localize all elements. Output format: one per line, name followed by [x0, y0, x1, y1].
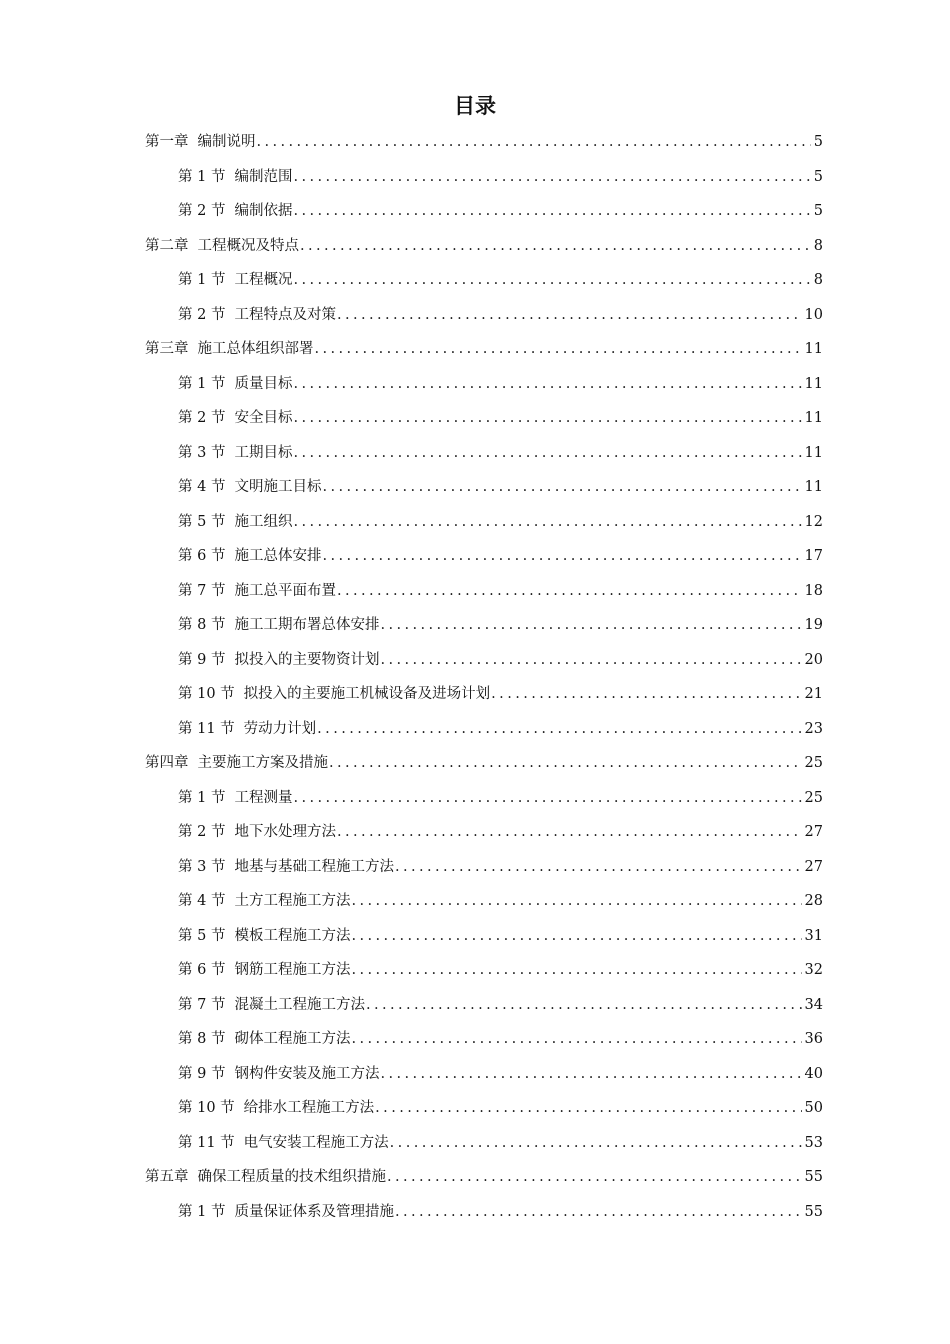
toc-dot-leader	[395, 850, 802, 885]
toc-section-entry[interactable]	[145, 608, 823, 643]
toc-dot-leader	[395, 1195, 802, 1230]
toc-entry-number: 第 6 节	[178, 962, 226, 978]
toc-dot-leader	[317, 712, 801, 747]
toc-entry-label	[178, 643, 379, 678]
toc-entry-label	[145, 746, 328, 781]
toc-entry-title: 施工总体组织部署	[197, 341, 314, 357]
toc-entry-title: 施工工期布署总体安排	[234, 617, 380, 633]
toc-entry-label	[178, 470, 321, 505]
toc-entry-label	[178, 1022, 350, 1057]
toc-section-entry[interactable]	[145, 194, 823, 229]
toc-entry-page-number: 8	[813, 237, 823, 254]
toc-entry-page-number: 32	[804, 962, 823, 978]
toc-entry-number: 第 6 节	[178, 548, 226, 564]
toc-entry-label	[178, 712, 316, 747]
toc-entry-title: 文明施工目标	[234, 479, 322, 495]
toc-entry-label	[145, 332, 314, 367]
toc-entry-page-number: 10	[804, 306, 823, 323]
toc-chapter-entry[interactable]	[145, 125, 823, 160]
toc-title: 目录	[454, 94, 496, 118]
toc-entry-label	[178, 884, 350, 919]
toc-entry-number: 第 9 节	[178, 651, 226, 668]
toc-chapter-entry[interactable]	[145, 229, 823, 264]
toc-dot-leader	[293, 436, 801, 471]
toc-dot-leader	[387, 1160, 802, 1195]
toc-entry-page-number: 53	[804, 1134, 823, 1151]
toc-entry-title: 地基与基础工程施工方法	[234, 858, 394, 875]
toc-dot-leader	[351, 953, 801, 988]
toc-entry-title: 工程概况	[234, 272, 293, 288]
toc-entry-title: 砌体工程施工方法	[234, 1031, 351, 1047]
toc-entry-label	[178, 677, 490, 712]
toc-entry-page-number: 5	[813, 168, 823, 185]
toc-entry-number: 第 4 节	[178, 479, 226, 495]
toc-section-entry[interactable]	[145, 781, 823, 816]
toc-entry-page-number: 20	[804, 651, 823, 668]
toc-entry-title: 模板工程施工方法	[234, 927, 351, 944]
toc-entry-page-number: 11	[804, 341, 823, 357]
toc-entry-label	[178, 401, 292, 436]
toc-entry-number: 第 1 节	[178, 789, 226, 806]
toc-dot-leader	[293, 367, 801, 402]
toc-section-entry[interactable]	[145, 677, 823, 712]
toc-entry-title: 确保工程质量的技术组织措施	[197, 1169, 386, 1185]
toc-dot-leader	[337, 298, 802, 333]
toc-entry-title: 编制范围	[234, 168, 293, 185]
toc-dot-leader	[257, 125, 811, 160]
toc-entry-page-number: 27	[804, 824, 823, 840]
toc-entry-page-number: 36	[804, 1031, 823, 1047]
toc-section-entry[interactable]	[145, 160, 823, 195]
toc-section-entry[interactable]	[145, 988, 823, 1023]
toc-dot-leader	[293, 401, 801, 436]
toc-entry-title: 拟投入的主要施工机械设备及进场计划	[243, 686, 491, 702]
toc-section-entry[interactable]	[145, 263, 823, 298]
toc-entry-title: 工期目标	[234, 444, 293, 461]
toc-entry-number: 第 11 节	[178, 1134, 235, 1151]
toc-section-entry[interactable]	[145, 470, 823, 505]
toc-entry-page-number: 50	[804, 1100, 823, 1116]
toc-entry-title: 编制说明	[197, 134, 256, 150]
toc-entry-title: 施工总平面布置	[234, 582, 336, 599]
toc-entry-title: 混凝土工程施工方法	[234, 996, 365, 1013]
toc-entry-label	[178, 1126, 389, 1161]
toc-entry-number: 第 11 节	[178, 720, 235, 737]
toc-section-entry[interactable]	[145, 401, 823, 436]
toc-entry-title: 电气安装工程施工方法	[243, 1134, 389, 1151]
toc-dot-leader	[337, 815, 802, 850]
toc-entry-label	[178, 953, 350, 988]
toc-entry-page-number: 31	[804, 927, 823, 944]
toc-dot-leader	[315, 332, 802, 367]
toc-entry-number: 第一章	[145, 134, 189, 150]
toc-entry-title: 土方工程施工方法	[234, 893, 351, 909]
toc-entry-number: 第三章	[145, 341, 189, 357]
toc-entry-title: 劳动力计划	[243, 720, 317, 737]
toc-entry-number: 第 2 节	[178, 203, 226, 219]
toc-entry-title: 质量保证体系及管理措施	[234, 1203, 394, 1220]
toc-entry-page-number: 28	[804, 893, 823, 909]
toc-entry-page-number: 11	[804, 479, 823, 495]
toc-dot-leader	[380, 608, 801, 643]
toc-entry-label	[145, 229, 299, 264]
toc-entry-title: 工程特点及对策	[234, 306, 336, 323]
toc-dot-leader	[293, 505, 801, 540]
toc-entry-title: 钢筋工程施工方法	[234, 962, 351, 978]
toc-entry-title: 给排水工程施工方法	[243, 1100, 375, 1116]
toc-entry-label	[178, 815, 336, 850]
toc-entry-label	[178, 1091, 374, 1126]
toc-entry-page-number: 8	[813, 272, 823, 288]
toc-entry-title: 编制依据	[234, 203, 293, 219]
toc-entry-page-number: 18	[804, 582, 823, 599]
toc-entry-number: 第 10 节	[178, 1100, 235, 1116]
toc-entry-number: 第 1 节	[178, 1203, 226, 1220]
toc-chapter-entry[interactable]	[145, 746, 823, 781]
toc-dot-leader	[380, 1057, 801, 1092]
toc-dot-leader	[293, 194, 810, 229]
toc-entry-page-number: 11	[804, 444, 823, 461]
toc-entry-label	[178, 298, 336, 333]
toc-entry-number: 第 9 节	[178, 1065, 226, 1082]
toc-section-entry[interactable]	[145, 1126, 823, 1161]
toc-section-entry[interactable]	[145, 1195, 823, 1230]
toc-entry-label	[178, 781, 292, 816]
toc-entry-number: 第 8 节	[178, 617, 226, 633]
toc-entry-page-number: 11	[804, 410, 823, 426]
toc-entry-label	[145, 125, 256, 160]
toc-entry-number: 第 3 节	[178, 858, 226, 875]
toc-entry-label	[178, 539, 321, 574]
toc-entry-title: 工程概况及特点	[197, 237, 299, 254]
toc-chapter-entry[interactable]	[145, 332, 823, 367]
toc-entry-number: 第 2 节	[178, 306, 226, 323]
toc-dot-leader	[329, 746, 802, 781]
toc-entry-number: 第二章	[145, 237, 189, 254]
toc-section-entry[interactable]	[145, 643, 823, 678]
toc-entry-page-number: 21	[804, 686, 823, 702]
toc-section-entry[interactable]	[145, 919, 823, 954]
toc-entry-title: 钢构件安装及施工方法	[234, 1065, 380, 1082]
toc-entry-label	[178, 160, 292, 195]
toc-entry-label	[178, 1057, 379, 1092]
toc-section-entry[interactable]	[145, 574, 823, 609]
toc-dot-leader	[322, 470, 801, 505]
toc-entry-number: 第 4 节	[178, 893, 226, 909]
toc-dot-leader	[390, 1126, 802, 1161]
table-of-contents	[145, 125, 823, 1229]
toc-entry-title: 安全目标	[234, 410, 293, 426]
toc-chapter-entry[interactable]	[145, 1160, 823, 1195]
toc-entry-label	[178, 436, 292, 471]
toc-entry-page-number: 19	[804, 617, 823, 633]
toc-entry-number: 第四章	[145, 755, 189, 771]
toc-entry-number: 第 5 节	[178, 927, 226, 944]
toc-entry-page-number: 5	[813, 134, 823, 150]
toc-entry-number: 第 2 节	[178, 410, 226, 426]
toc-entry-title: 施工总体安排	[234, 548, 322, 564]
toc-entry-number: 第 7 节	[178, 996, 226, 1013]
toc-dot-leader	[366, 988, 802, 1023]
toc-section-entry[interactable]	[145, 850, 823, 885]
toc-section-entry[interactable]	[145, 367, 823, 402]
toc-entry-label	[178, 367, 292, 402]
toc-dot-leader	[293, 160, 810, 195]
toc-section-entry[interactable]	[145, 712, 823, 747]
toc-entry-label	[178, 850, 394, 885]
toc-section-entry[interactable]	[145, 884, 823, 919]
toc-entry-label	[178, 988, 365, 1023]
toc-entry-number: 第 10 节	[178, 686, 235, 702]
toc-entry-number: 第 5 节	[178, 513, 226, 530]
toc-dot-leader	[293, 781, 801, 816]
toc-entry-page-number: 5	[813, 203, 823, 219]
toc-entry-page-number: 55	[804, 1169, 823, 1185]
toc-dot-leader	[337, 574, 802, 609]
toc-entry-number: 第 1 节	[178, 168, 226, 185]
toc-entry-page-number: 34	[804, 996, 823, 1013]
toc-entry-label	[145, 1160, 386, 1195]
toc-entry-page-number: 17	[804, 548, 823, 564]
toc-entry-title: 施工组织	[234, 513, 293, 530]
toc-entry-title: 拟投入的主要物资计划	[234, 651, 380, 668]
toc-entry-number: 第 1 节	[178, 272, 226, 288]
toc-section-entry[interactable]	[145, 298, 823, 333]
toc-entry-title: 质量目标	[234, 375, 293, 392]
toc-entry-page-number: 11	[804, 375, 823, 392]
toc-dot-leader	[375, 1091, 801, 1126]
toc-entry-number: 第 2 节	[178, 824, 226, 840]
toc-section-entry[interactable]	[145, 1091, 823, 1126]
toc-dot-leader	[351, 1022, 801, 1057]
toc-dot-leader	[380, 643, 801, 678]
toc-entry-page-number: 25	[804, 755, 823, 771]
toc-entry-page-number: 55	[804, 1203, 823, 1220]
toc-entry-number: 第 7 节	[178, 582, 226, 599]
toc-entry-number: 第五章	[145, 1169, 189, 1185]
toc-entry-page-number: 25	[804, 789, 823, 806]
toc-entry-label	[178, 919, 350, 954]
toc-dot-leader	[491, 677, 801, 712]
toc-section-entry[interactable]	[145, 953, 823, 988]
toc-entry-label	[178, 608, 379, 643]
toc-section-entry[interactable]	[145, 436, 823, 471]
toc-entry-page-number: 40	[804, 1065, 823, 1082]
toc-entry-title: 工程测量	[234, 789, 293, 806]
toc-dot-leader	[351, 919, 801, 954]
toc-entry-title: 主要施工方案及措施	[197, 755, 328, 771]
toc-section-entry[interactable]	[145, 1022, 823, 1057]
toc-entry-number: 第 1 节	[178, 375, 226, 392]
toc-section-entry[interactable]	[145, 539, 823, 574]
toc-entry-page-number: 12	[804, 513, 823, 530]
toc-entry-label	[178, 1195, 394, 1230]
toc-entry-label	[178, 505, 292, 540]
toc-entry-number: 第 8 节	[178, 1031, 226, 1047]
toc-entry-label	[178, 194, 292, 229]
toc-entry-title: 地下水处理方法	[234, 824, 336, 840]
toc-dot-leader	[293, 263, 810, 298]
toc-section-entry[interactable]	[145, 505, 823, 540]
toc-dot-leader	[351, 884, 801, 919]
toc-entry-page-number: 23	[804, 720, 823, 737]
toc-section-entry[interactable]	[145, 1057, 823, 1092]
toc-section-entry[interactable]	[145, 815, 823, 850]
toc-entry-label	[178, 263, 292, 298]
toc-entry-page-number: 27	[804, 858, 823, 875]
toc-entry-label	[178, 574, 336, 609]
toc-entry-number: 第 3 节	[178, 444, 226, 461]
toc-dot-leader	[322, 539, 801, 574]
toc-dot-leader	[300, 229, 811, 264]
